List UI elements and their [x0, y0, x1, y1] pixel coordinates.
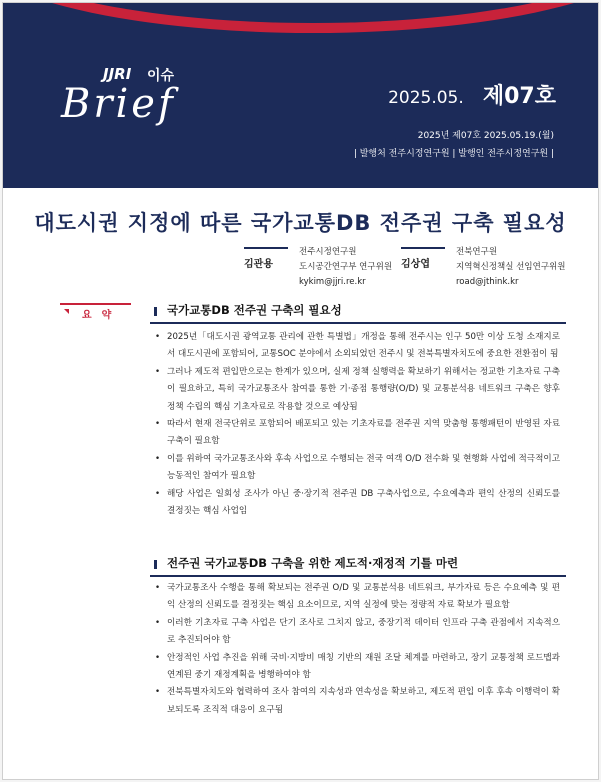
- list-item: [155, 650, 560, 685]
- author-name: 김관용: [244, 247, 288, 270]
- list-item: [155, 451, 560, 486]
- list-item: [155, 486, 560, 521]
- bullet-dot-icon: •: [155, 687, 161, 698]
- section-1-bullets: [155, 329, 560, 520]
- author-info: [299, 245, 392, 290]
- brand-script: Brief: [61, 81, 176, 127]
- list-item: [155, 615, 560, 650]
- bullet-dot-icon: •: [155, 453, 161, 464]
- brand-mark: JJRI: [103, 65, 132, 83]
- list-item: [155, 416, 560, 451]
- issue-meta-publisher: | 발행처 전주시정연구원 | 발행인 전주시정연구원 |: [353, 149, 554, 159]
- bullet-dot-icon: •: [155, 652, 161, 663]
- list-item: [155, 580, 560, 615]
- bullet-text: 국가교통조사 수행을 통해 확보되는 전주권 O/D 및 교통분석용 네트워크, 부가자료 등은 수요예측 및 편익 산정의 신뢰도를 결정짓는 핵심 요소이므로, 지역 실정에 맞는 정량적 자료 확보가 필요함: [167, 583, 560, 611]
- author-org: 전북연구원: [456, 247, 498, 257]
- bullet-text: 안정적인 사업 추진을 위해 국비·지방비 매칭 기반의 재원 조달 체계를 마련하고, 장기 교통정책 로드맵과 연계된 중기 재정계획을 병행하여야 함: [167, 652, 560, 681]
- section-heading-1: [150, 302, 566, 324]
- section-2-bullets: [155, 580, 560, 719]
- bullet-dot-icon: •: [155, 366, 161, 377]
- section-marker-icon: [154, 307, 157, 316]
- author-email: kykim@jjri.re.kr: [299, 277, 366, 287]
- issue-year-month: 2025.05.: [388, 88, 464, 108]
- document-title: 대도시권 지정에 따른 국가교통DB 전주권 구축 필요성: [34, 211, 567, 235]
- bullet-dot-icon: •: [155, 419, 161, 430]
- bullet-text: 2025년「대도시권 광역교통 관리에 관한 특별법」개정을 통해 전주시는 인구 50만 이상 도청 소재지로서 대도시권에 포함되어, 교통SOC 분야에서 소외되었던 전주시 및 전북특별자치도에 중요한 전환점이 됨: [167, 332, 560, 360]
- bullet-text: 해당 사업은 일회성 조사가 아닌 중·장기적 전주권 DB 구축사업으로, 수요예측과 편익 산정의 신뢰도를 결정짓는 핵심 사업임: [167, 488, 560, 517]
- bullet-dot-icon: •: [155, 583, 161, 593]
- bullet-dot-icon: •: [155, 332, 161, 342]
- author-org: 전주시정연구원: [299, 247, 357, 257]
- author-name: 김상엽: [401, 247, 445, 270]
- author-info: [456, 245, 565, 290]
- section-heading-2: [150, 555, 566, 577]
- section-marker-icon: [154, 560, 157, 569]
- list-item: [155, 329, 560, 364]
- bullet-text: 따라서 현재 전국단위로 포함되어 배포되고 있는 기초자료를 전주권 지역 맞춤형 통행패턴이 반영된 자료 구축이 필요함: [167, 419, 560, 447]
- list-item: [155, 684, 560, 719]
- bullet-text: 이러한 기초자료 구축 사업은 단기 조사로 그치지 않고, 중장기적 데이터 인프라 구축 관점에서 지속적으로 추진되어야 함: [167, 617, 560, 646]
- list-item: [155, 364, 560, 416]
- section-heading-text: 국가교통DB 전주권 구축의 필요성: [167, 303, 342, 317]
- bullet-dot-icon: •: [155, 488, 161, 499]
- brand-issue: 이슈: [147, 68, 175, 84]
- bullet-text: 이를 위하여 국가교통조사와 후속 사업으로 수행되는 전국 여객 O/D 전수화 및 현행화 사업에 적극적이고 능동적인 참여가 필요함: [167, 453, 560, 482]
- document-page: [2, 2, 599, 780]
- summary-tag: [60, 303, 131, 324]
- summary-label: 요약: [82, 310, 122, 321]
- author-dept: 지역혁신정책실 선임연구위원: [456, 262, 566, 272]
- author-dept: 도시공간연구부 연구위원: [299, 262, 393, 272]
- issue-number: 제07호: [482, 84, 556, 109]
- section-heading-text: 전주권 국가교통DB 구축을 위한 제도적·재정적 기틀 마련: [167, 556, 459, 570]
- issue-number-line: [388, 79, 556, 110]
- bullet-text: 그러나 제도적 편입만으로는 한계가 있으며, 실제 정책 실행력을 확보하기 위해서는 정교한 기초자료 구축이 필요하고, 특히 국가교통조사 참여를 통한 기·종점 통행량(O/D) 및 교통분석용 네트워크 구축은 향후 정책 수립의 핵심 기초자료로 작용할 것으로 예상됨: [167, 366, 560, 412]
- corner-triangle-icon: [64, 309, 69, 314]
- issue-meta: [354, 127, 554, 163]
- bullet-text: 전북특별자치도와 협력하여 조사 참여의 지속성과 연속성을 확보하고, 제도적 편입 이후 후속 이행력이 확보되도록 조직적 대응이 요구됨: [167, 687, 560, 715]
- header-banner: [3, 3, 598, 188]
- issue-meta-date: 2025년 제07호 2025.05.19.(월): [417, 131, 554, 141]
- bullet-dot-icon: •: [155, 617, 161, 628]
- author-email: road@jthink.kr: [456, 277, 519, 287]
